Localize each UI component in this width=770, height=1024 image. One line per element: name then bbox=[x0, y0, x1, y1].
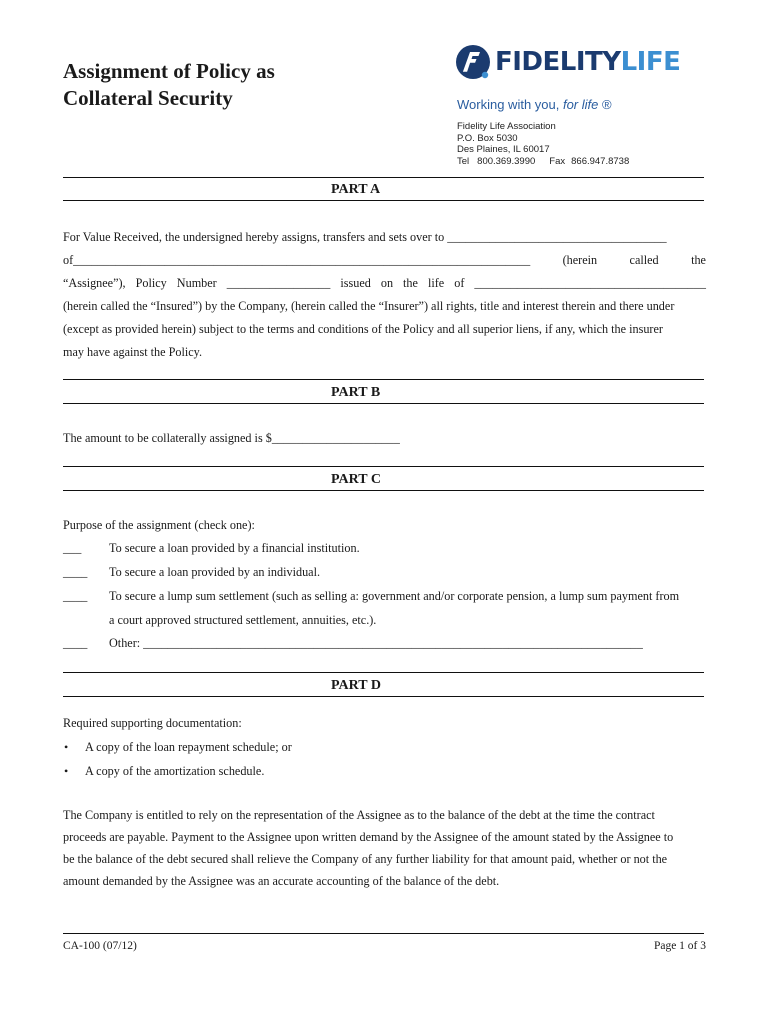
section-rule bbox=[63, 379, 704, 380]
part-a-line-2 bbox=[63, 253, 706, 268]
bullet-icon: • bbox=[64, 740, 69, 754]
word: life bbox=[427, 276, 445, 290]
fax-label: Fax bbox=[549, 155, 566, 167]
page-number: Page 1 of 3 bbox=[653, 940, 706, 952]
part-c-label: PART C bbox=[331, 472, 381, 487]
purpose-option-text: To secure a loan provided by an individual. bbox=[109, 565, 321, 579]
reliance-paragraph-line: proceeds are payable. Payment to the Assignee upon written demand by the Assignee of the amount stated by the Assignee to bbox=[63, 830, 674, 844]
purpose-intro: Purpose of the assignment (check one): bbox=[63, 518, 255, 532]
part-a-line-6: may have against the Policy. bbox=[63, 345, 202, 359]
documentation-item: A copy of the amortization schedule. bbox=[85, 764, 265, 778]
footer-rule bbox=[63, 933, 704, 934]
address-phone-fax bbox=[457, 156, 629, 168]
part-b-label: PART B bbox=[331, 385, 381, 400]
purpose-option-text: To secure a loan provided by a financial institution. bbox=[109, 541, 360, 555]
purpose-other-field[interactable]: Other: __________________________________________________________________________________ bbox=[109, 636, 643, 650]
purpose-option-text-continued: a court approved structured settlement, annuities, etc.). bbox=[109, 613, 377, 627]
reliance-paragraph-line: be the balance of the debt secured shall relieve the Company of any further liability for that amount paid, whether or not the bbox=[63, 852, 668, 866]
tel-number: 800.369.3990 bbox=[477, 155, 536, 167]
purpose-checkbox-blank[interactable]: ____ bbox=[63, 636, 88, 650]
word: Number bbox=[176, 276, 217, 290]
part-a-label: PART A bbox=[331, 182, 381, 197]
word: “Assignee”), bbox=[63, 276, 126, 290]
assignee-name-blank[interactable]: of___________________________________________________________________________ bbox=[63, 253, 531, 267]
policy-number-blank[interactable]: _________________ bbox=[226, 276, 331, 290]
purpose-checkbox-blank[interactable]: ____ bbox=[63, 565, 88, 579]
logo-wordmark bbox=[495, 46, 680, 78]
part-a-line-4: (herein called the “Insured”) by the Company, (herein called the “Insurer”) all rights, title and interest therein and there under bbox=[63, 299, 675, 313]
part-d-heading bbox=[63, 678, 704, 697]
address-city: Des Plaines, IL 60017 bbox=[457, 144, 550, 155]
page-title bbox=[63, 58, 275, 112]
documentation-item: A copy of the loan repayment schedule; or bbox=[85, 740, 292, 754]
fidelity-life-logo bbox=[455, 44, 705, 84]
section-rule bbox=[63, 672, 704, 673]
part-a-line-1: For Value Received, the undersigned hereby assigns, transfers and sets over to ____________________________________ bbox=[63, 230, 667, 244]
title-line-1: Assignment of Policy as bbox=[63, 59, 275, 83]
section-rule bbox=[63, 466, 704, 467]
word: the bbox=[691, 253, 706, 267]
part-b-heading bbox=[63, 385, 704, 404]
tagline-mark: ® bbox=[598, 97, 612, 112]
reliance-paragraph-line: amount demanded by the Assignee was an accurate accounting of the balance of the debt. bbox=[63, 874, 500, 888]
word: issued bbox=[340, 276, 371, 290]
part-d-label: PART D bbox=[331, 678, 381, 693]
form-id: CA-100 (07/12) bbox=[63, 940, 137, 952]
part-c-heading bbox=[63, 472, 704, 491]
tagline-main: Working with you, bbox=[457, 97, 563, 112]
word: on bbox=[380, 276, 394, 290]
logo-wordmark-main: FIDELITY bbox=[495, 47, 621, 77]
tagline-italic: for life bbox=[562, 97, 599, 112]
part-a-line-5: (except as provided herein) subject to the terms and conditions of the Policy and all superior liens, if any, which the insurer bbox=[63, 322, 663, 336]
part-a-heading bbox=[63, 182, 704, 201]
collateral-amount-line[interactable]: The amount to be collaterally assigned is $_____________________ bbox=[63, 431, 400, 445]
word: the bbox=[403, 276, 418, 290]
section-rule bbox=[63, 177, 704, 178]
company-address bbox=[457, 121, 629, 167]
bullet-icon: • bbox=[64, 764, 69, 778]
address-company: Fidelity Life Association bbox=[457, 121, 556, 132]
word: of bbox=[454, 276, 465, 290]
documentation-intro: Required supporting documentation: bbox=[63, 716, 242, 730]
word: (herein bbox=[562, 253, 598, 267]
insured-name-blank[interactable]: ______________________________________ bbox=[474, 276, 706, 290]
logo-wordmark-accent: LIFE bbox=[620, 47, 681, 77]
purpose-checkbox-blank[interactable]: ___ bbox=[63, 541, 82, 555]
fidelity-f-circle-icon bbox=[455, 44, 491, 80]
tel-label: Tel bbox=[457, 155, 470, 167]
word: called bbox=[629, 253, 659, 267]
tagline bbox=[457, 97, 612, 112]
purpose-option-text: To secure a lump sum settlement (such as selling a: government and/or corporate pension, a lump sum payment from bbox=[109, 589, 680, 603]
fax-number: 866.947.8738 bbox=[571, 155, 630, 167]
reliance-paragraph-line: The Company is entitled to rely on the representation of the Assignee as to the balance of the debt at the time the contract bbox=[63, 808, 655, 822]
title-line-2: Collateral Security bbox=[63, 86, 233, 110]
address-po-box: P.O. Box 5030 bbox=[457, 132, 518, 144]
purpose-checkbox-blank[interactable]: ____ bbox=[63, 589, 88, 603]
part-a-line-3 bbox=[63, 276, 706, 291]
word: Policy bbox=[135, 276, 167, 290]
